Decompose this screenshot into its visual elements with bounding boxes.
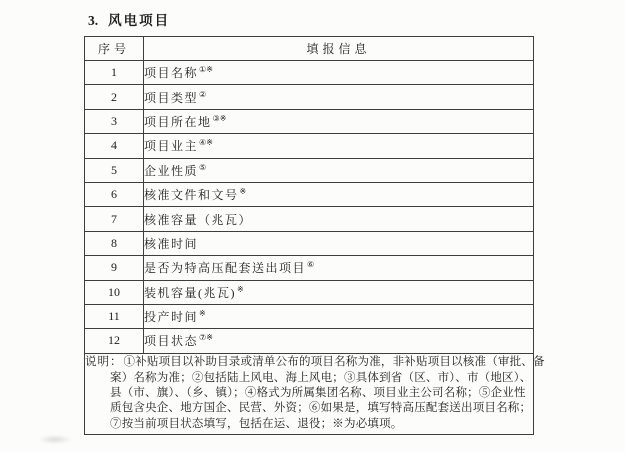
row-label: 项目类型② (144, 85, 534, 109)
row-superscript: ④※ (199, 138, 213, 148)
section-number: 3. (88, 13, 99, 28)
row-number: 4 (85, 134, 144, 158)
note-line: 说明：①补贴项目以补助目录或清单公布的项目名称为准，非补贴项目以核准（审批、备 (85, 356, 545, 369)
note-line: ⑦按当前项目状态填写，包括在运、退役；※为必填项。 (110, 417, 403, 430)
header-serial-number: 序号 (85, 37, 144, 61)
notes-cell (85, 353, 545, 434)
row-superscript: ⑥ (307, 260, 315, 270)
table-row (85, 207, 534, 231)
row-superscript: ※ (237, 284, 244, 294)
row-number: 2 (85, 85, 144, 109)
note-line: 县（市、旗）、（乡、镇）；④格式为所属集团名称、项目业主公司名称；⑤企业性 (110, 386, 526, 399)
row-label: 项目名称①※ (144, 61, 534, 85)
row-number: 5 (85, 158, 144, 182)
row-number: 3 (85, 109, 144, 133)
row-superscript: ② (199, 89, 207, 99)
row-superscript: ①※ (199, 65, 213, 75)
row-label: 核准容量（兆瓦） (144, 207, 534, 231)
table-row (85, 231, 534, 255)
table-row (85, 256, 534, 280)
table-row (85, 304, 534, 328)
table-header (85, 37, 534, 61)
row-number: 9 (85, 256, 144, 280)
header-row (85, 37, 534, 61)
notes-lines (85, 355, 545, 432)
row-label: 项目业主④※ (144, 134, 534, 158)
scan-artifact (38, 435, 72, 444)
table-row (85, 109, 534, 133)
table-row (85, 61, 534, 85)
row-superscript: ⑦※ (199, 333, 213, 343)
notes-label: 说明： (85, 356, 123, 369)
row-label: 是否为特高压配套送出项目⑥ (144, 256, 534, 280)
row-number: 8 (85, 231, 144, 255)
row-label: 核准文件和文号※ (144, 182, 534, 206)
notes-row (85, 353, 534, 434)
note-line: 质包含央企、地方国企、民营、外资；⑥如果是，填写特高压配套送出项目名称； (110, 402, 532, 415)
section-title: 风电项目 (108, 13, 171, 28)
table-body (85, 61, 534, 354)
table-row (85, 158, 534, 182)
wind-project-form-table (84, 36, 545, 435)
row-number: 1 (85, 61, 144, 85)
table-row (85, 85, 534, 109)
row-number: 11 (85, 304, 144, 328)
table-row (85, 182, 534, 206)
row-superscript: ※ (239, 187, 247, 197)
row-number: 10 (85, 280, 144, 304)
row-superscript: ⑤ (199, 162, 207, 172)
header-fill-info: 填报信息 (144, 37, 534, 61)
row-superscript: ※ (199, 309, 206, 319)
row-number: 12 (85, 329, 144, 353)
note-line: 案）名称为准；②包括陆上风电、海上风电；③具体到省（区、市）、市（地区）、 (110, 371, 532, 384)
table-row (85, 329, 534, 353)
table-row (85, 134, 534, 158)
row-label: 项目所在地③※ (144, 109, 534, 133)
row-label: 项目状态⑦※ (144, 329, 534, 353)
row-label: 核准时间 (144, 231, 534, 255)
row-superscript: ③※ (212, 113, 227, 123)
table-row (85, 280, 534, 304)
row-number: 6 (85, 182, 144, 206)
row-number: 7 (85, 207, 144, 231)
row-label: 装机容量(兆瓦)※ (144, 280, 534, 304)
row-label: 企业性质⑤ (144, 158, 534, 182)
row-label: 投产时间※ (144, 304, 534, 328)
page-title (88, 9, 170, 29)
